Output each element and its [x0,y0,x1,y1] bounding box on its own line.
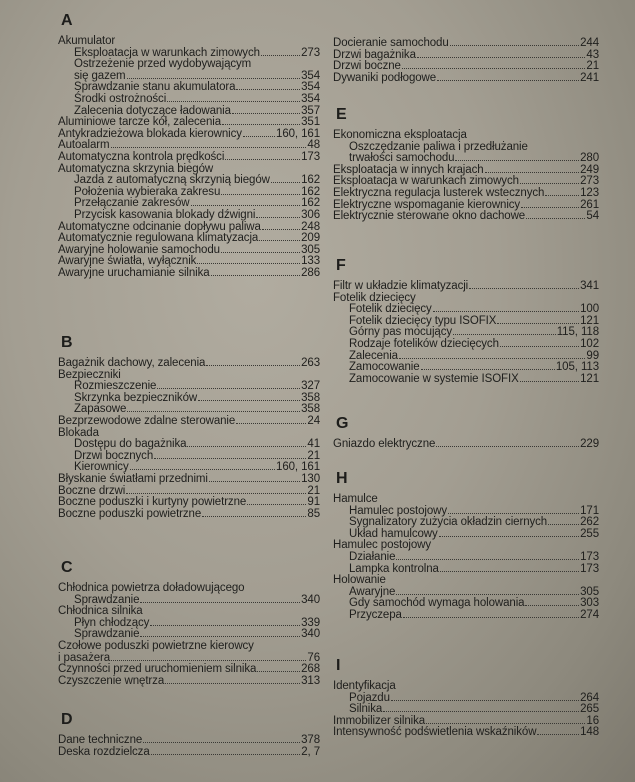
index-section [333,413,599,451]
index-subentry [333,552,599,564]
page-number: 249 [580,163,599,176]
page-number: 262 [580,516,599,529]
entry-text: Filtr w układzie klimatyzacji [333,280,469,292]
entry-text: Bagażnik dachowy, zalecenia [58,357,206,369]
page-number: 171 [580,504,599,517]
entry-text: Środki ostrożności [74,92,167,105]
dot-leader [537,734,579,735]
entry-text: Automatyczna kontrola prędkości [58,150,225,163]
entry-text: Sygnalizatory zużycia okładzin ciernych [349,516,548,529]
entry-text: Lampka kontrolna [349,562,439,575]
dot-leader [403,617,579,618]
dot-leader [426,723,585,724]
index-entry [58,583,320,595]
page-number: 255 [580,527,599,540]
entry-text: Silnika [349,703,383,716]
page-number: 76 [307,651,320,664]
page-number: 354 [301,92,320,105]
entry-text: Chłodnica powietrza doładowującego [58,582,245,594]
entry-text: Automatyczne odcinanie dopływu paliwa [58,220,261,233]
dot-leader [500,346,579,347]
dot-leader [440,571,579,572]
page-number: 21 [586,60,599,73]
entry-text: Docieranie samochodu [333,37,449,49]
index-section [58,557,320,687]
entry-text: Sprawdzanie [74,628,140,641]
dot-leader [202,516,306,517]
page-number: 121 [580,314,599,327]
page-number: 351 [301,116,320,129]
index-subentry [58,210,320,222]
section-letter: B [61,334,73,351]
entry-text: Immobilizer silnika [333,714,426,727]
section-letter: C [61,559,73,576]
dot-leader [191,205,301,206]
entry-text: Czołowe poduszki powietrzne kierowcy [58,639,254,652]
index-section [333,255,599,385]
entry-text: Drzwi boczne [333,60,401,73]
page-number: 105, 113 [555,361,599,374]
dot-leader [402,68,586,69]
entry-text: Zalecenia dotyczące ładowania [74,104,231,117]
entry-text: Eksploatacja w innych krajach [333,163,484,176]
index-entry [333,681,599,693]
entry-text: Oszczędzanie paliwa i przedłużanie [349,140,528,153]
dot-leader [545,195,579,196]
dot-leader [157,388,300,389]
entry-text: Eksploatacja w warunkach zimowych [74,46,260,59]
entry-text: Awaryjne holowanie samochodu [58,243,220,256]
dot-leader [261,55,300,56]
dot-leader [126,493,306,494]
entry-text: Hamulce [333,493,378,505]
dot-leader [453,334,556,335]
page-number: 273 [580,175,599,188]
entry-text: Zamocowanie [349,361,420,374]
page-number: 280 [580,152,599,165]
entry-text: Zalecenia [349,349,398,362]
entry-text: Boczne poduszki i kurtyny powietrzne [58,496,247,509]
page-number: 357 [301,104,320,117]
page-number: 85 [307,507,320,520]
index-entry [333,38,599,50]
page-number: 305 [580,585,599,598]
entry-text: się gazem [74,69,126,82]
page-number: 130 [301,472,320,485]
entry-text: Holowanie [333,574,386,587]
entry-text: Chłodnica silnika [58,605,143,618]
page-number: 121 [580,372,599,385]
entry-text: i pasażera [58,651,111,664]
page-number: 339 [301,616,320,629]
entry-text: Jazda z automatyczną skrzynią biegów [74,174,270,187]
page-number: 358 [301,403,320,416]
entry-text: Dywaniki podłogowe [333,71,437,84]
page-number: 173 [301,150,320,163]
entry-text: Ostrzeżenie przed wydobywającym [74,58,252,71]
entry-text: Rozmieszczenie [74,380,157,393]
index-entry [333,494,599,506]
dot-leader [236,89,300,90]
page-number: 305 [301,243,320,256]
page-number: 173 [580,550,599,563]
index-entry [58,474,320,486]
page-number: 264 [580,691,599,704]
page-number: 162 [301,185,320,198]
entry-text: Hamulec postojowy [349,504,448,517]
page-number: 123 [580,186,599,199]
page-number: 358 [301,391,320,404]
index-section [333,38,599,84]
dot-leader [221,194,300,195]
index-entry [58,117,320,129]
index-subentry [333,339,599,351]
section-letter: F [336,257,346,274]
page-number: 148 [580,726,599,739]
page-number: 41 [307,438,320,451]
entry-text: Rodzaje fotelików dziecięcych [349,337,499,350]
entry-text: Intensywność podświetlenia wskaźników [333,726,537,739]
dot-leader [154,458,306,459]
dot-leader [439,536,579,537]
page-number: 261 [580,198,599,211]
page-number: 173 [580,562,599,575]
index-subentry [58,175,320,187]
dot-leader [396,594,579,595]
dot-leader [421,369,555,370]
entry-text: Eksploatacja w warunkach zimowych [333,175,519,188]
entry-text: Automatycznie regulowana klimatyzacja [58,232,259,245]
dot-leader [198,400,300,401]
page-number: 274 [580,608,599,621]
dot-leader [197,263,300,264]
dot-leader [271,182,300,183]
index-entry [333,188,599,200]
section-letter: H [336,470,348,487]
dot-leader [243,136,275,137]
entry-text: Elektryczna regulacja lusterek wstecznych [333,186,545,199]
dot-leader [127,411,300,412]
entry-text: Hamulec postojowy [333,539,432,552]
section-letter: I [336,657,341,674]
entry-text: Kierownicy [74,461,129,474]
entry-text: Skrzynka bezpieczników [74,391,198,404]
page-number: 265 [580,703,599,716]
entry-text: Aluminiowe tarcze kół, zalecenia [58,116,221,129]
index-subentry [333,610,599,622]
index-section [333,655,599,739]
page-number: 248 [301,220,320,233]
entry-text: Elektryczne wspomaganie kierownicy [333,198,521,211]
entry-text: Deska rozdzielcza [58,745,150,758]
dot-leader [485,172,580,173]
index-entry [58,233,320,245]
dot-leader [436,446,579,447]
page-number: 160, 161 [276,461,320,474]
dot-leader [225,159,300,160]
index-section [58,10,320,279]
page-number: 160, 161 [276,127,320,140]
entry-text: Sprawdzanie stanu akumulatora [74,81,236,94]
index-entry [58,497,320,509]
index-subentry [333,362,599,374]
entry-text: Autoalarm [58,139,110,152]
dot-leader [526,218,585,219]
dot-leader [222,124,300,125]
dot-leader [448,513,579,514]
entry-text: Gniazdo elektryczne [333,438,436,450]
page-number: 209 [301,232,320,245]
entry-text: Przycisk kasowania blokady dźwigni [74,208,256,221]
dot-leader [236,423,306,424]
page-number: 313 [301,674,320,687]
dot-leader [259,240,300,241]
entry-text: Boczne poduszki powietrzne [58,507,202,520]
index-section [58,709,320,758]
dot-leader [256,217,300,218]
dot-leader [396,559,579,560]
dot-leader [221,252,300,253]
index-entry [333,575,599,587]
dot-leader [206,365,300,366]
dot-leader [232,113,300,114]
page-number: 99 [586,349,599,362]
entry-text: Sprawdzanie [74,593,140,606]
dot-leader [130,469,275,470]
entry-text: Czyszczenie wnętrza [58,674,165,687]
page-number: 21 [307,449,320,462]
page-number: 354 [301,69,320,82]
index-entry [58,641,320,653]
entry-text: Boczne drzwi [58,484,126,497]
dot-leader [548,524,579,525]
dot-leader [433,311,579,312]
dot-leader [262,229,300,230]
entry-text: Dostępu do bagażnika [74,438,187,451]
index-section [333,104,599,223]
dot-leader [520,381,579,382]
entry-text: Pojazdu [349,691,390,704]
entry-text: Czynności przed uruchomieniem silnika [58,663,257,676]
entry-text: Awaryjne światła, wyłącznik [58,255,197,268]
page-number: 48 [307,139,320,152]
page-number: 268 [301,663,320,676]
dot-leader [521,207,579,208]
dot-leader [497,323,579,324]
entry-text: Dane techniczne [58,734,143,746]
index-section [333,468,599,622]
dot-leader [143,742,300,743]
index-section [58,332,320,520]
page-number: 100 [580,303,599,316]
page-number: 133 [301,255,320,268]
index-subentry [333,374,599,386]
page-number: 341 [580,280,599,292]
entry-text: Awaryjne uruchamianie silnika [58,266,210,279]
entry-text: Automatyczna skrzynia biegów [58,162,214,175]
page-number: 303 [580,597,599,610]
entry-text: Układ hamulcowy [349,527,438,540]
page-number: 162 [301,174,320,187]
page-number: 378 [301,734,320,746]
entry-text: Drzwi bocznych [74,449,154,462]
dot-leader [111,660,306,661]
page-number: 286 [301,266,320,279]
index-entry [58,36,320,48]
page-number: 115, 118 [556,326,599,339]
entry-text: Działanie [349,550,396,563]
entry-text: trwałości samochodu [349,152,455,165]
index-entry [333,727,599,739]
page-number: 263 [301,357,320,369]
entry-text: Bezprzewodowe zdalne sterowanie [58,414,236,427]
index-entry [58,416,320,428]
dot-leader [391,700,579,701]
dot-leader [211,275,301,276]
page-number: 306 [301,208,320,221]
entry-text: Akumulator [58,35,116,47]
page-number: 21 [307,484,320,497]
dot-leader [187,446,306,447]
entry-text: Fotelik dziecięcy [333,291,416,304]
entry-text: Drzwi bagażnika [333,48,416,61]
page-number: 54 [586,210,599,223]
dot-leader [209,481,300,482]
entry-text: Błyskanie światłami przednimi [58,472,208,485]
page-number: 354 [301,81,320,94]
dot-leader [140,636,300,637]
dot-leader [417,57,586,58]
page-number: 340 [301,593,320,606]
entry-text: Blokada [58,426,99,439]
dot-leader [247,504,306,505]
entry-text: Ekonomiczna eksploatacja [333,129,467,141]
index-entry [333,130,599,142]
index-entry [58,676,320,688]
dot-leader [111,147,307,148]
section-letter: G [336,415,349,432]
page-number: 43 [586,48,599,61]
page-number: 241 [580,71,599,84]
entry-text: Płyn chłodzący [74,616,150,629]
page-number: 2, 7 [301,745,320,758]
page-number: 244 [580,37,599,49]
page-number: 229 [580,438,599,450]
section-letter: D [61,711,73,728]
dot-leader [437,80,579,81]
entry-text: Antykradzieżowa blokada kierownicy [58,127,242,140]
index-entry [58,358,320,370]
page-number: 273 [301,46,320,59]
index-entry [58,735,320,747]
entry-text: Zapasowe [74,403,127,416]
dot-leader [127,78,301,79]
entry-text: Identyfikacja [333,680,396,692]
entry-text: Przyczepa [349,608,402,621]
dot-leader [455,160,579,161]
entry-text: Gdy samochód wymaga holowania [349,597,525,610]
entry-text: Elektrycznie sterowane okno dachowe [333,210,526,223]
entry-text: Bezpieczniki [58,368,121,381]
index-entry [333,439,599,451]
dot-leader [450,45,579,46]
dot-leader [150,625,300,626]
dot-leader [525,605,579,606]
dot-leader [257,671,300,672]
page-number: 24 [307,414,320,427]
dot-leader [165,683,300,684]
dot-leader [140,602,300,603]
entry-text: Górny pas mocujący [349,326,453,339]
index-entry [333,281,599,293]
index-entry [333,211,599,223]
dot-leader [469,288,579,289]
index-entry [58,747,320,759]
entry-text: Zamocowanie w systemie ISOFIX [349,372,519,385]
page-number: 102 [580,337,599,350]
page-number: 327 [301,380,320,393]
section-letter: E [336,106,347,123]
index-entry [58,152,320,164]
dot-leader [520,183,579,184]
entry-text: Położenia wybieraka zakresu [74,185,221,198]
index-entry [58,268,320,280]
dot-leader [399,358,585,359]
dot-leader [383,711,579,712]
entry-text: Awaryjne [349,585,396,598]
page-number: 340 [301,628,320,641]
page-number: 91 [307,496,320,509]
dot-leader [151,754,301,755]
entry-text: Fotelik dziecięcy [349,303,432,316]
index-subentry [58,439,320,451]
index-subentry [58,94,320,106]
page-number: 162 [301,197,320,210]
index-entry [58,509,320,521]
dot-leader [167,101,300,102]
entry-text: Przełączanie zakresów [74,197,190,210]
entry-text: Fotelik dziecięcy typu ISOFIX [349,314,497,327]
section-letter: A [61,12,73,29]
index-entry [333,73,599,85]
page-number: 16 [586,714,599,727]
index-entry [58,664,320,676]
